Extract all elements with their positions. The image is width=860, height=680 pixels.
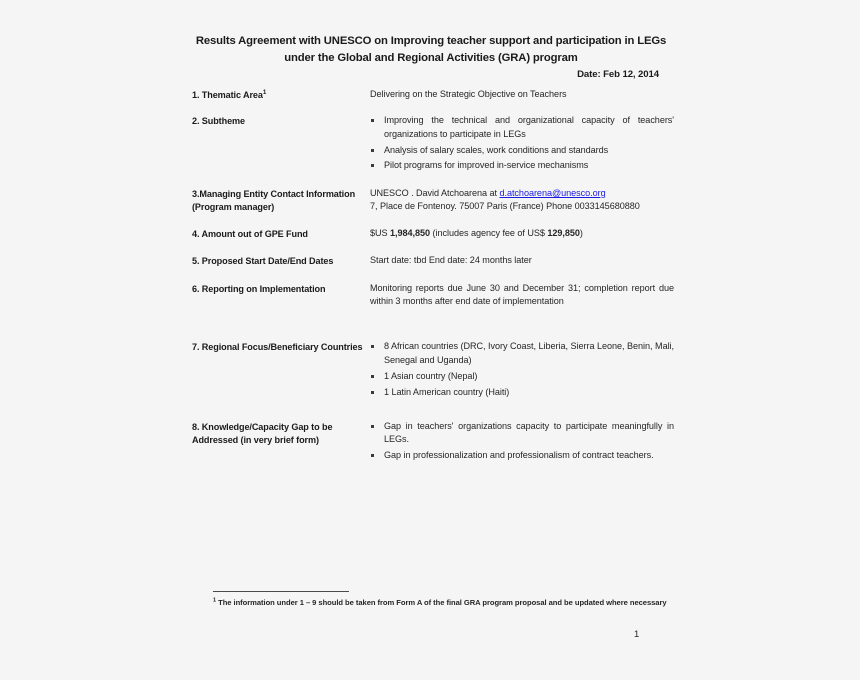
page-number: 1 <box>634 628 640 639</box>
row-label-line-1: 3.Managing Entity Contact Information <box>192 188 356 199</box>
regional-focus-bullet-list <box>370 340 674 399</box>
row-label-line-2: (Program manager) <box>192 202 275 213</box>
amount-currency-prefix: $US <box>370 228 391 239</box>
row-value-dates <box>370 254 674 267</box>
row-value-text: Monitoring reports due June 30 and December 31; completion report due within 3 months after end date of implementation <box>370 282 674 307</box>
list-item: 1 Latin American country (Haiti) <box>370 386 674 399</box>
row-label-dates: 5. Proposed Start Date/End Dates <box>192 256 334 267</box>
table-row <box>192 282 674 309</box>
row-label-thematic-area <box>192 88 370 102</box>
row-label-knowledge-gap <box>192 420 370 447</box>
document-date: Date: Feb 12, 2014 <box>577 69 659 80</box>
knowledge-gap-bullet-list <box>370 420 674 463</box>
footnote-section <box>213 591 673 608</box>
table-row <box>192 254 674 268</box>
footnote-body: The information under 1 – 9 should be taken from Form A of the final GRA program proposal and be updated where necessary <box>218 598 667 607</box>
row-label-amount: 4. Amount out of GPE Fund <box>192 229 308 240</box>
list-item: Analysis of salary scales, work conditions and standards <box>370 144 674 157</box>
amount-middle-text: (includes agency fee of US$ <box>430 228 548 239</box>
amount-text <box>370 227 674 240</box>
page-title <box>185 33 677 66</box>
row-value-regional-focus <box>370 340 674 399</box>
row-label-regional-focus: 7. Regional Focus/Beneficiary Countries <box>192 342 363 353</box>
row-label-subtheme: 2. Subtheme <box>192 116 245 127</box>
row-value-managing-entity <box>370 187 674 214</box>
agreement-table <box>192 88 674 472</box>
title-line-1: Results Agreement with UNESCO on Improving teacher support and participation in LEGs <box>195 35 667 47</box>
row-label-line-2: Addressed (in very brief form) <box>192 435 319 446</box>
contact-line-1 <box>370 187 674 200</box>
document-header <box>185 33 677 80</box>
contact-line-2: 7, Place de Fontenoy. 75007 Paris (France) Phone 0033145680880 <box>370 201 640 212</box>
row-value-amount <box>370 227 674 240</box>
footnote-marker: 1 <box>262 88 267 96</box>
list-item: Improving the technical and organizational capacity of teachers' organizations to participate in LEGs <box>370 114 674 141</box>
footnote-marker: 1 <box>213 597 217 604</box>
list-item: Gap in teachers' organizations capacity to participate meaningfully in LEGs. <box>370 420 674 447</box>
table-row <box>192 114 674 173</box>
subtheme-bullet-list <box>370 114 674 173</box>
table-row <box>192 420 674 463</box>
amount-suffix: ) <box>579 228 583 239</box>
list-item: Gap in professionalization and professionalism of contract teachers. <box>370 449 674 462</box>
row-value-thematic-area <box>370 88 674 101</box>
row-label-reporting: 6. Reporting on Implementation <box>192 283 326 294</box>
title-line-2: under the Global and Regional Activities (GRA) program <box>284 51 578 64</box>
table-row <box>192 340 674 399</box>
table-row <box>192 88 674 102</box>
table-row <box>192 227 674 241</box>
row-value-text: Delivering on the Strategic Objective on Teachers <box>370 89 567 99</box>
contact-name: UNESCO . David Atchoarena at <box>370 187 500 198</box>
row-label-line-1: 8. Knowledge/Capacity Gap to be <box>192 422 333 433</box>
contact-email-link[interactable]: d.atchoarena@unesco.org <box>499 187 606 198</box>
list-item: 1 Asian country (Nepal) <box>370 370 674 383</box>
list-item: Pilot programs for improved in-service mechanisms <box>370 159 674 172</box>
row-value-knowledge-gap <box>370 420 674 463</box>
list-item: 8 African countries (DRC, Ivory Coast, Liberia, Sierra Leone, Benin, Mali, Senegal and Uganda) <box>370 340 674 367</box>
footnote-separator <box>213 591 349 592</box>
row-value-reporting <box>370 282 674 309</box>
amount-main-value: 1,984,850 <box>390 228 431 239</box>
row-value-text: Start date: tbd End date: 24 months later <box>370 255 532 266</box>
footnote-text <box>213 597 673 608</box>
row-value-subtheme <box>370 114 674 173</box>
row-label-text: 1. Thematic Area <box>192 90 263 100</box>
amount-agency-fee: 129,850 <box>547 228 580 239</box>
row-label-managing-entity <box>192 187 370 214</box>
table-row <box>192 187 674 214</box>
